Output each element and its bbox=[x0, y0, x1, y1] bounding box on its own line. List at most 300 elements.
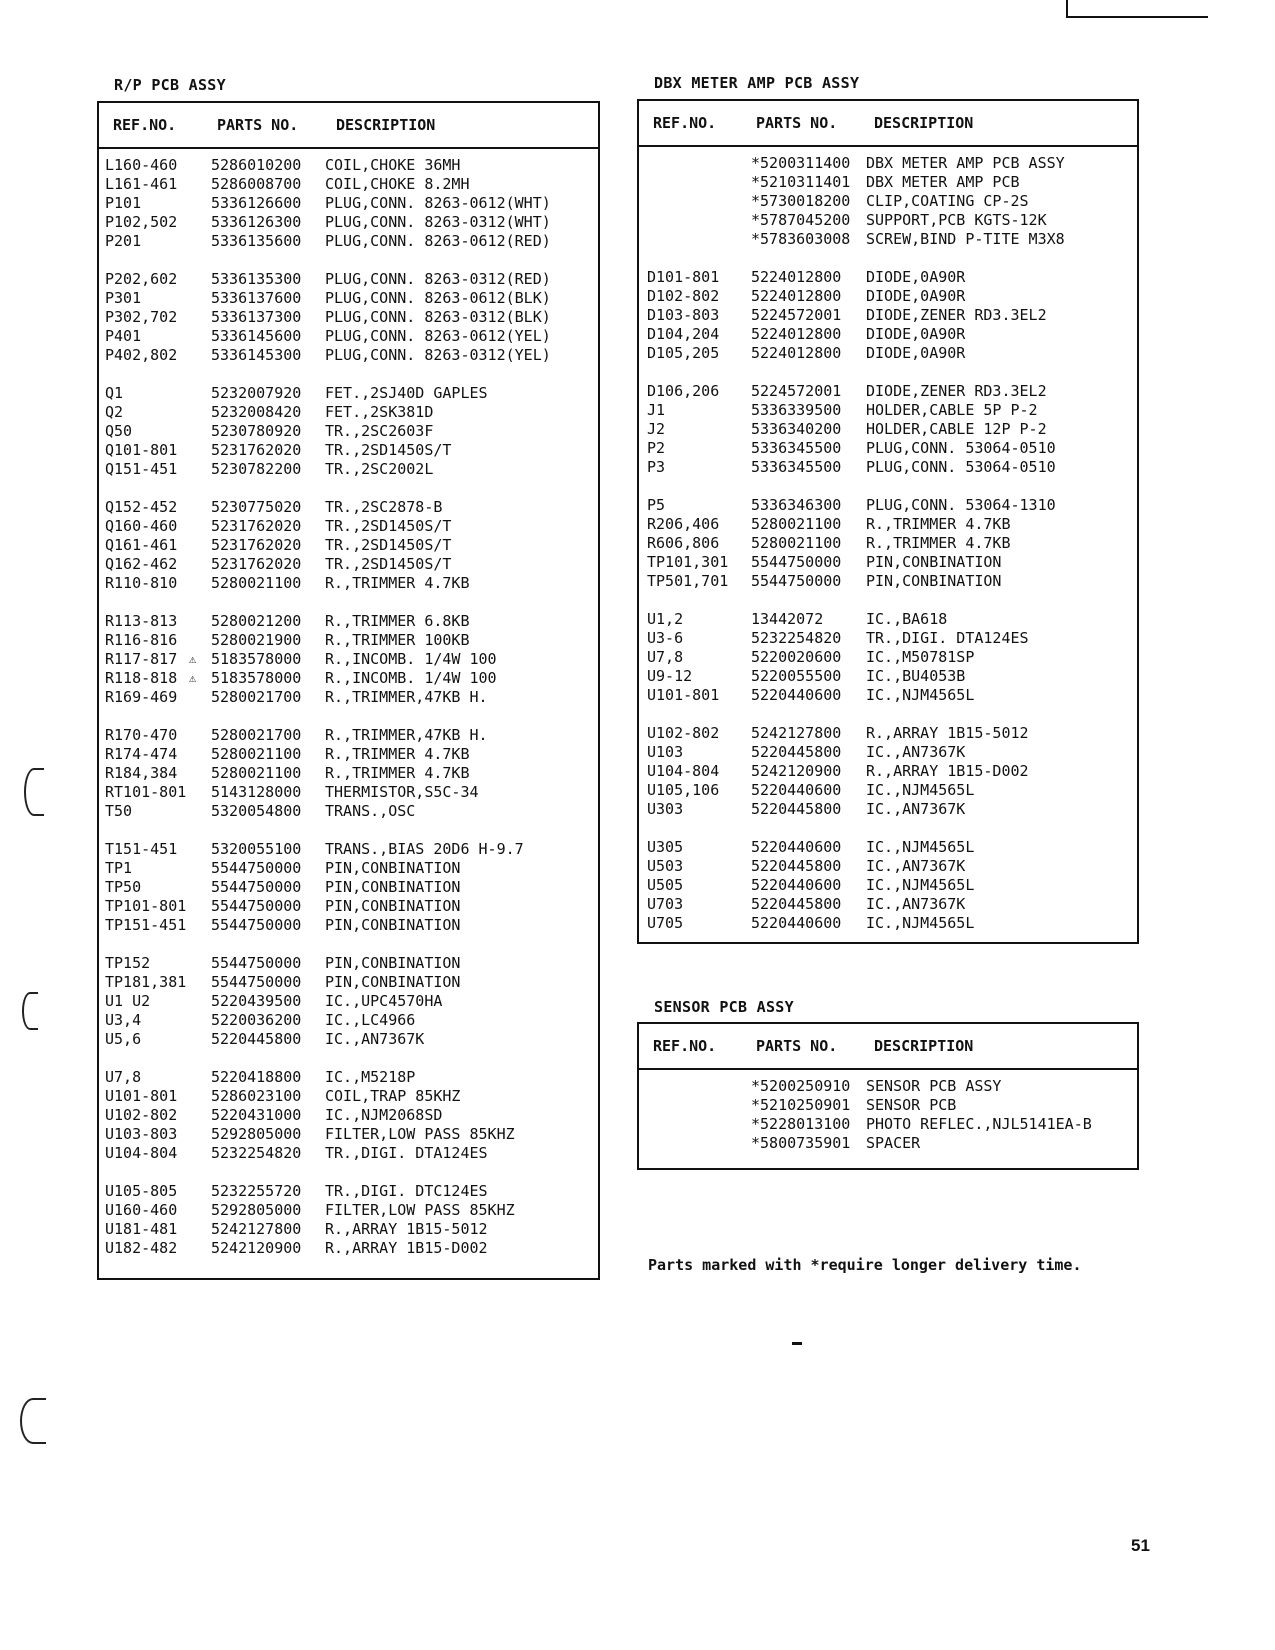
table-row bbox=[639, 781, 1137, 800]
table-row bbox=[99, 1011, 598, 1030]
parts-no-cell: 5336345500 bbox=[751, 458, 842, 476]
description-cell: IC.,AN7367K bbox=[866, 800, 966, 818]
description-cell: IC.,NJM4565L bbox=[866, 876, 975, 894]
description-cell: TR.,2SD1450S/T bbox=[325, 441, 452, 459]
table-row bbox=[639, 743, 1137, 762]
stray-mark bbox=[792, 1342, 802, 1345]
ref-no-cell: D101-801 bbox=[647, 268, 720, 286]
rp-section-title: R/P PCB ASSY bbox=[114, 76, 226, 94]
description-cell: PIN,CONBINATION bbox=[325, 973, 461, 991]
description-cell: COIL,TRAP 85KHZ bbox=[325, 1087, 461, 1105]
table-row bbox=[639, 876, 1137, 895]
parts-no-cell: 5224012800 bbox=[751, 287, 842, 305]
description-cell: SENSOR PCB ASSY bbox=[866, 1077, 1002, 1095]
description-cell: SENSOR PCB bbox=[866, 1096, 957, 1114]
table-row bbox=[99, 422, 598, 441]
parts-no-cell: 5292805000 bbox=[211, 1201, 302, 1219]
dbx-table-header bbox=[639, 101, 1137, 147]
description-cell: PHOTO REFLEC.,NJL5141EA-B bbox=[866, 1115, 1092, 1133]
ref-no-cell: U181-481 bbox=[105, 1220, 178, 1238]
parts-no-cell: 5280021100 bbox=[751, 534, 842, 552]
row-group bbox=[99, 498, 598, 593]
parts-no-cell: 5336137300 bbox=[211, 308, 302, 326]
description-cell: PLUG,CONN. 8263-0612(WHT) bbox=[325, 194, 551, 212]
description-cell: PLUG,CONN. 8263-0612(BLK) bbox=[325, 289, 551, 307]
table-row bbox=[639, 1096, 1137, 1115]
ref-no-cell: TP181,381 bbox=[105, 973, 187, 991]
parts-no-cell: 5544750000 bbox=[751, 553, 842, 571]
ref-no-cell: P2 bbox=[647, 439, 666, 457]
description-cell: SPACER bbox=[866, 1134, 921, 1152]
parts-no-cell: 5320054800 bbox=[211, 802, 302, 820]
description-cell: PIN,CONBINATION bbox=[325, 954, 461, 972]
description-cell: PLUG,CONN. 8263-0312(YEL) bbox=[325, 346, 551, 364]
ref-no-cell: U703 bbox=[647, 895, 684, 913]
description-cell: PLUG,CONN. 8263-0312(RED) bbox=[325, 270, 551, 288]
description-cell: R.,TRIMMER 4.7KB bbox=[325, 745, 470, 763]
parts-no-cell: 5336145600 bbox=[211, 327, 302, 345]
table-row bbox=[99, 764, 598, 783]
rp-table-body bbox=[99, 149, 598, 1258]
ref-no-cell: Q101-801 bbox=[105, 441, 178, 459]
parts-no-cell: 5280021700 bbox=[211, 726, 302, 744]
row-group bbox=[639, 1077, 1137, 1153]
table-row bbox=[99, 1030, 598, 1049]
row-group bbox=[639, 154, 1137, 249]
table-row bbox=[639, 382, 1137, 401]
parts-no-cell: 5544750000 bbox=[211, 897, 302, 915]
parts-no-cell: 5230782200 bbox=[211, 460, 302, 478]
parts-no-cell: *5730018200 bbox=[751, 192, 851, 210]
table-row bbox=[99, 517, 598, 536]
table-row bbox=[639, 1115, 1137, 1134]
description-cell: TR.,2SD1450S/T bbox=[325, 536, 452, 554]
ref-no-cell: U1,2 bbox=[647, 610, 684, 628]
table-row bbox=[99, 574, 598, 593]
ref-no-cell: U503 bbox=[647, 857, 684, 875]
description-cell: IC.,BA618 bbox=[866, 610, 948, 628]
parts-no-header: PARTS NO. bbox=[756, 1037, 838, 1055]
ref-no-cell: D102-802 bbox=[647, 287, 720, 305]
table-row bbox=[639, 648, 1137, 667]
table-row bbox=[99, 441, 598, 460]
description-cell: PIN,CONBINATION bbox=[325, 897, 461, 915]
description-cell: R.,TRIMMER 6.8KB bbox=[325, 612, 470, 630]
ref-no-cell: R606,806 bbox=[647, 534, 720, 552]
description-cell: IC.,UPC4570HA bbox=[325, 992, 443, 1010]
table-row bbox=[99, 1201, 598, 1220]
table-row bbox=[639, 173, 1137, 192]
ref-no-cell: P301 bbox=[105, 289, 142, 307]
table-row bbox=[639, 344, 1137, 363]
table-row bbox=[639, 534, 1137, 553]
description-cell: TR.,2SC2603F bbox=[325, 422, 434, 440]
parts-no-cell: 5232008420 bbox=[211, 403, 302, 421]
description-cell: FILTER,LOW PASS 85KHZ bbox=[325, 1125, 515, 1143]
description-cell: R.,TRIMMER 100KB bbox=[325, 631, 470, 649]
table-row bbox=[639, 211, 1137, 230]
description-cell: IC.,NJM4565L bbox=[866, 686, 975, 704]
table-row bbox=[639, 629, 1137, 648]
ref-no-cell: U1 U2 bbox=[105, 992, 151, 1010]
ref-no-cell: U5,6 bbox=[105, 1030, 142, 1048]
table-row bbox=[99, 232, 598, 251]
binder-hole-mark bbox=[22, 992, 38, 1030]
table-row bbox=[99, 384, 598, 403]
table-row bbox=[99, 1068, 598, 1087]
description-cell: TR.,2SC2002L bbox=[325, 460, 434, 478]
description-cell: PLUG,CONN. 8263-0612(RED) bbox=[325, 232, 551, 250]
description-cell: DBX METER AMP PCB bbox=[866, 173, 1020, 191]
description-cell: FILTER,LOW PASS 85KHZ bbox=[325, 1201, 515, 1219]
table-row bbox=[639, 192, 1137, 211]
parts-no-cell: 5231762020 bbox=[211, 441, 302, 459]
table-row bbox=[99, 1239, 598, 1258]
ref-no-header: REF.NO. bbox=[653, 1037, 717, 1055]
sensor-table-header bbox=[639, 1024, 1137, 1070]
description-cell: TR.,2SD1450S/T bbox=[325, 555, 452, 573]
delivery-note: Parts marked with *require longer delivery time. bbox=[648, 1256, 1082, 1274]
ref-no-cell: U102-802 bbox=[105, 1106, 178, 1124]
ref-no-cell: U103-803 bbox=[105, 1125, 178, 1143]
parts-no-cell: 5220445800 bbox=[751, 857, 842, 875]
table-row bbox=[99, 954, 598, 973]
description-cell: IC.,AN7367K bbox=[866, 743, 966, 761]
table-row bbox=[99, 859, 598, 878]
parts-no-cell: 5224572001 bbox=[751, 382, 842, 400]
parts-no-cell: 5220440600 bbox=[751, 686, 842, 704]
parts-no-cell: 5220445800 bbox=[751, 895, 842, 913]
table-row bbox=[639, 1077, 1137, 1096]
parts-no-cell: 5544750000 bbox=[211, 859, 302, 877]
ref-no-cell: P3 bbox=[647, 458, 666, 476]
ref-no-cell: TP101-801 bbox=[105, 897, 187, 915]
description-cell: IC.,LC4966 bbox=[325, 1011, 416, 1029]
ref-no-cell: TP1 bbox=[105, 859, 133, 877]
parts-no-cell: 5220445800 bbox=[751, 743, 842, 761]
description-cell: CLIP,COATING CP-2S bbox=[866, 192, 1029, 210]
parts-no-cell: 5220440600 bbox=[751, 914, 842, 932]
dbx-parts-table bbox=[637, 99, 1139, 944]
parts-no-cell: 5286010200 bbox=[211, 156, 302, 174]
table-row bbox=[639, 610, 1137, 629]
parts-no-cell: 5336345500 bbox=[751, 439, 842, 457]
description-cell: TR.,DIGI. DTA124ES bbox=[866, 629, 1029, 647]
description-cell: R.,TRIMMER 4.7KB bbox=[866, 515, 1011, 533]
parts-no-cell: 5544750000 bbox=[211, 973, 302, 991]
table-row bbox=[639, 667, 1137, 686]
description-cell: IC.,M50781SP bbox=[866, 648, 975, 666]
description-cell: R.,ARRAY 1B15-D002 bbox=[866, 762, 1029, 780]
ref-no-cell: P202,602 bbox=[105, 270, 178, 288]
description-header: DESCRIPTION bbox=[336, 116, 436, 134]
ref-no-cell: R206,406 bbox=[647, 515, 720, 533]
parts-no-header: PARTS NO. bbox=[756, 114, 838, 132]
description-cell: PLUG,CONN. 8263-0312(BLK) bbox=[325, 308, 551, 326]
parts-no-cell: 5280021100 bbox=[751, 515, 842, 533]
dbx-section-title: DBX METER AMP PCB ASSY bbox=[654, 74, 860, 92]
table-row bbox=[639, 458, 1137, 477]
description-cell: R.,TRIMMER 4.7KB bbox=[325, 574, 470, 592]
ref-no-cell: R117-817 bbox=[105, 650, 178, 668]
description-cell: COIL,CHOKE 36MH bbox=[325, 156, 461, 174]
table-row bbox=[639, 914, 1137, 933]
parts-no-cell: 5220439500 bbox=[211, 992, 302, 1010]
description-cell: DIODE,0A90R bbox=[866, 287, 966, 305]
parts-no-cell: 5544750000 bbox=[211, 878, 302, 896]
ref-no-cell: T50 bbox=[105, 802, 133, 820]
table-row bbox=[99, 1220, 598, 1239]
table-row bbox=[99, 897, 598, 916]
table-row bbox=[639, 287, 1137, 306]
row-group bbox=[99, 270, 598, 365]
table-row bbox=[99, 1182, 598, 1201]
description-cell: DIODE,0A90R bbox=[866, 344, 966, 362]
ref-no-cell: P102,502 bbox=[105, 213, 178, 231]
description-cell: HOLDER,CABLE 12P P-2 bbox=[866, 420, 1047, 438]
ref-no-cell: U101-801 bbox=[105, 1087, 178, 1105]
ref-no-cell: Q160-460 bbox=[105, 517, 178, 535]
sensor-parts-table bbox=[637, 1022, 1139, 1170]
ref-no-cell: Q152-452 bbox=[105, 498, 178, 516]
ref-no-cell: L161-461 bbox=[105, 175, 178, 193]
description-cell: R.,TRIMMER 4.7KB bbox=[866, 534, 1011, 552]
ref-no-cell: R169-469 bbox=[105, 688, 178, 706]
row-group bbox=[639, 838, 1137, 933]
ref-no-cell: R118-818 bbox=[105, 669, 178, 687]
row-group bbox=[99, 384, 598, 479]
description-cell: IC.,NJM4565L bbox=[866, 781, 975, 799]
table-row bbox=[99, 878, 598, 897]
parts-no-cell: 5232007920 bbox=[211, 384, 302, 402]
description-cell: SCREW,BIND P-TITE M3X8 bbox=[866, 230, 1065, 248]
parts-no-cell: 5231762020 bbox=[211, 536, 302, 554]
description-cell: IC.,NJM4565L bbox=[866, 838, 975, 856]
ref-no-cell: R184,384 bbox=[105, 764, 178, 782]
parts-no-cell: 5242120900 bbox=[751, 762, 842, 780]
table-row bbox=[99, 194, 598, 213]
row-group bbox=[639, 382, 1137, 477]
table-row bbox=[99, 270, 598, 289]
parts-no-cell: 5242120900 bbox=[211, 1239, 302, 1257]
table-row bbox=[99, 650, 598, 669]
parts-no-cell: 5336126300 bbox=[211, 213, 302, 231]
parts-no-cell: 5224012800 bbox=[751, 325, 842, 343]
parts-no-cell: 5242127800 bbox=[211, 1220, 302, 1238]
ref-no-cell: U103 bbox=[647, 743, 684, 761]
table-row bbox=[639, 724, 1137, 743]
description-cell: FET.,2SJ40D GAPLES bbox=[325, 384, 488, 402]
parts-no-cell: 5280021100 bbox=[211, 764, 302, 782]
parts-no-cell: 5220020600 bbox=[751, 648, 842, 666]
table-row bbox=[639, 439, 1137, 458]
description-cell: IC.,AN7367K bbox=[325, 1030, 425, 1048]
table-row bbox=[639, 420, 1137, 439]
corner-tab-box bbox=[1066, 0, 1208, 18]
parts-no-cell: 5280021100 bbox=[211, 745, 302, 763]
parts-no-cell: 5336346300 bbox=[751, 496, 842, 514]
table-row bbox=[99, 992, 598, 1011]
parts-no-cell: 5224572001 bbox=[751, 306, 842, 324]
parts-no-cell: 5224012800 bbox=[751, 268, 842, 286]
parts-no-cell: 5220431000 bbox=[211, 1106, 302, 1124]
parts-no-cell: 5183578000 ⚠ bbox=[189, 650, 302, 668]
parts-no-cell: *5210250901 bbox=[751, 1096, 851, 1114]
parts-no-cell: 5336340200 bbox=[751, 420, 842, 438]
description-cell: PLUG,CONN. 53064-0510 bbox=[866, 439, 1056, 457]
table-row bbox=[99, 175, 598, 194]
table-row bbox=[99, 308, 598, 327]
table-row bbox=[639, 515, 1137, 534]
description-cell: R.,TRIMMER,47KB H. bbox=[325, 688, 488, 706]
table-row bbox=[99, 1087, 598, 1106]
table-row bbox=[639, 306, 1137, 325]
ref-no-cell: U303 bbox=[647, 800, 684, 818]
ref-no-cell: P402,802 bbox=[105, 346, 178, 364]
description-cell: TR.,DIGI. DTC124ES bbox=[325, 1182, 488, 1200]
table-row bbox=[99, 783, 598, 802]
parts-no-cell: 5336126600 bbox=[211, 194, 302, 212]
row-group bbox=[99, 954, 598, 1049]
ref-no-cell: TP151-451 bbox=[105, 916, 187, 934]
row-group bbox=[99, 726, 598, 821]
description-cell: IC.,M5218P bbox=[325, 1068, 416, 1086]
table-row bbox=[99, 1125, 598, 1144]
ref-no-cell: TP50 bbox=[105, 878, 142, 896]
table-row bbox=[639, 268, 1137, 287]
sensor-section-title: SENSOR PCB ASSY bbox=[654, 998, 794, 1016]
ref-no-cell: U182-482 bbox=[105, 1239, 178, 1257]
ref-no-header: REF.NO. bbox=[653, 114, 717, 132]
parts-no-cell: 5336137600 bbox=[211, 289, 302, 307]
ref-no-cell: U7,8 bbox=[105, 1068, 142, 1086]
description-cell: PIN,CONBINATION bbox=[325, 878, 461, 896]
description-cell: HOLDER,CABLE 5P P-2 bbox=[866, 401, 1038, 419]
table-row bbox=[639, 572, 1137, 591]
row-group bbox=[99, 1182, 598, 1258]
description-cell: DIODE,ZENER RD3.3EL2 bbox=[866, 382, 1047, 400]
table-row bbox=[99, 726, 598, 745]
ref-no-cell: P101 bbox=[105, 194, 142, 212]
table-row bbox=[99, 346, 598, 365]
table-row bbox=[99, 555, 598, 574]
ref-no-cell: U105-805 bbox=[105, 1182, 178, 1200]
parts-no-cell: 5336135300 bbox=[211, 270, 302, 288]
ref-no-header: REF.NO. bbox=[113, 116, 177, 134]
ref-no-cell: U9-12 bbox=[647, 667, 693, 685]
ref-no-cell: P201 bbox=[105, 232, 142, 250]
parts-no-cell: 5336145300 bbox=[211, 346, 302, 364]
ref-no-cell: D105,205 bbox=[647, 344, 720, 362]
parts-no-cell: 5544750000 bbox=[211, 954, 302, 972]
parts-no-cell: 5220445800 bbox=[211, 1030, 302, 1048]
sensor-table-body bbox=[639, 1070, 1137, 1153]
parts-no-cell: 5220036200 bbox=[211, 1011, 302, 1029]
page-number: 51 bbox=[1131, 1536, 1150, 1555]
table-row bbox=[639, 686, 1137, 705]
table-row bbox=[639, 496, 1137, 515]
parts-no-cell: 5232255720 bbox=[211, 1182, 302, 1200]
description-cell: PLUG,CONN. 8263-0612(YEL) bbox=[325, 327, 551, 345]
ref-no-cell: D103-803 bbox=[647, 306, 720, 324]
parts-no-cell: 5544750000 bbox=[211, 916, 302, 934]
rp-parts-table bbox=[97, 101, 600, 1280]
ref-no-cell: TP101,301 bbox=[647, 553, 729, 571]
table-row bbox=[99, 973, 598, 992]
description-cell: TRANS.,OSC bbox=[325, 802, 416, 820]
parts-no-cell: 5242127800 bbox=[751, 724, 842, 742]
parts-no-cell: 5280021100 bbox=[211, 574, 302, 592]
row-group bbox=[639, 724, 1137, 819]
ref-no-cell: D104,204 bbox=[647, 325, 720, 343]
parts-no-cell: 5183578000 ⚠ bbox=[189, 669, 302, 687]
parts-no-cell: *5200311400 bbox=[751, 154, 851, 172]
parts-no-cell: 5143128000 bbox=[211, 783, 302, 801]
warning-triangle-icon: ⚠ bbox=[189, 652, 197, 666]
description-cell: COIL,CHOKE 8.2MH bbox=[325, 175, 470, 193]
parts-no-cell: *5800735901 bbox=[751, 1134, 851, 1152]
table-row bbox=[99, 745, 598, 764]
description-cell: DIODE,ZENER RD3.3EL2 bbox=[866, 306, 1047, 324]
table-row bbox=[99, 213, 598, 232]
ref-no-cell: Q1 bbox=[105, 384, 124, 402]
description-header: DESCRIPTION bbox=[874, 114, 974, 132]
parts-no-cell: *5228013100 bbox=[751, 1115, 851, 1133]
description-cell: DIODE,0A90R bbox=[866, 325, 966, 343]
table-row bbox=[99, 1144, 598, 1163]
table-row bbox=[99, 631, 598, 650]
description-cell: R.,ARRAY 1B15-5012 bbox=[325, 1220, 488, 1238]
parts-no-cell: 5320055100 bbox=[211, 840, 302, 858]
table-row bbox=[99, 688, 598, 707]
parts-no-cell: 5220440600 bbox=[751, 781, 842, 799]
ref-no-cell: U505 bbox=[647, 876, 684, 894]
parts-no-cell: 5231762020 bbox=[211, 517, 302, 535]
row-group bbox=[639, 496, 1137, 591]
description-cell: PIN,CONBINATION bbox=[325, 859, 461, 877]
description-cell: R.,ARRAY 1B15-5012 bbox=[866, 724, 1029, 742]
parts-no-cell: 5280021700 bbox=[211, 688, 302, 706]
table-row bbox=[639, 762, 1137, 781]
ref-no-cell: TP501,701 bbox=[647, 572, 729, 590]
table-row bbox=[639, 1134, 1137, 1153]
description-cell: R.,ARRAY 1B15-D002 bbox=[325, 1239, 488, 1257]
ref-no-cell: U104-804 bbox=[105, 1144, 178, 1162]
description-cell: IC.,AN7367K bbox=[866, 895, 966, 913]
description-cell: R.,INCOMB. 1/4W 100 bbox=[325, 669, 497, 687]
table-row bbox=[639, 838, 1137, 857]
table-row bbox=[639, 154, 1137, 173]
description-cell: PLUG,CONN. 53064-1310 bbox=[866, 496, 1056, 514]
ref-no-cell: T151-451 bbox=[105, 840, 178, 858]
ref-no-cell: Q162-462 bbox=[105, 555, 178, 573]
ref-no-cell: U3,4 bbox=[105, 1011, 142, 1029]
parts-no-cell: *5783603008 bbox=[751, 230, 851, 248]
ref-no-cell: U7,8 bbox=[647, 648, 684, 666]
table-row bbox=[99, 1106, 598, 1125]
ref-no-cell: R174-474 bbox=[105, 745, 178, 763]
ref-no-cell: U160-460 bbox=[105, 1201, 178, 1219]
ref-no-cell: R116-816 bbox=[105, 631, 178, 649]
dbx-table-body bbox=[639, 147, 1137, 933]
description-cell: IC.,NJM4565L bbox=[866, 914, 975, 932]
description-cell: PIN,CONBINATION bbox=[866, 553, 1002, 571]
row-group bbox=[99, 840, 598, 935]
parts-no-cell: 13442072 bbox=[751, 610, 824, 628]
parts-no-cell: 5232254820 bbox=[211, 1144, 302, 1162]
ref-no-cell: U102-802 bbox=[647, 724, 720, 742]
description-cell: TR.,2SD1450S/T bbox=[325, 517, 452, 535]
